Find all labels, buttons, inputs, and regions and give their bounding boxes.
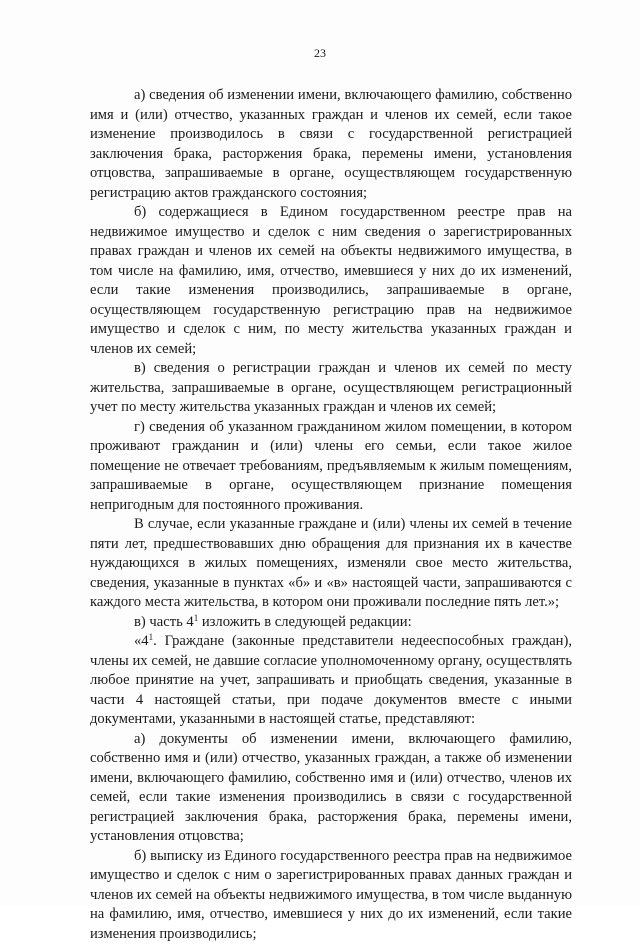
paragraph-relocation: В случае, если указанные граждане и (или) члены их семей в течение пяти лет, предшествовавших дню обращения для признания их в качестве нуждающихся в жилых помещениях, изменяли свое место жительства, сведения, указанные в пунктах «б» и «в» настоящей части, запрашиваются с каждого места жительства, в котором они проживали последние пять лет.»;	[90, 515, 572, 613]
amendment-instruction	[90, 613, 572, 633]
part-4-1-after: . Граждане (законные представители недееспособных граждан), члены их семей, не давшие согласие уполномоченному органу, осуществлять любое принятие на учет, запрашивать и приобщать сведения, указанные в части 4 настоящей статьи, при подаче документов вместе с иными документами, указанными в настоящей статье, представляют:	[90, 633, 572, 727]
part-4-1-superscript: 1	[149, 632, 154, 642]
part-4-1-before: «4	[134, 633, 149, 649]
paragraph-g: г) сведения об указанном гражданином жилом помещении, в котором проживают гражданин и (или) члены его семьи, если такое жилое помещение не отвечает требованиям, предъявляемым к жилым помещениям, запрашиваемые в органе, осуществляющем признание помещения непригодным для постоянного проживания.	[90, 418, 572, 516]
paragraph-v: в) сведения о регистрации граждан и членов их семей по месту жительства, запрашиваемые в органе, осуществляющем регистрационный учет по месту жительства указанных граждан и членов их семей;	[90, 359, 572, 418]
amendment-after: изложить в следующей редакции:	[198, 614, 411, 630]
paragraph-a: а) сведения об изменении имени, включающего фамилию, собственно имя и (или) отчество, указанных граждан и членов их семей, если такое изменение производилось в связи с государственной регистрацией заключения брака, расторжения брака, перемены имени, установления отцовства, запрашиваемые в органе, осуществляющем государственную регистрацию актов гражданского состояния;	[90, 86, 572, 203]
paragraph-b: б) содержащиеся в Едином государственном реестре прав на недвижимое имущество и сделок с ним сведения о зарегистрированных правах граждан и членов их семей на объекты недвижимого имущества, в том числе на фамилию, имя, отчество, имевшиеся у них до их изменений, если такие изменения производились, запрашиваемые в органе, осуществляющем государственную регистрацию прав на недвижимое имущество и сделок с ним, по месту жительства указанных граждан и членов их семей;	[90, 203, 572, 359]
page-number: 23	[0, 46, 640, 61]
documents-b: б) выписку из Единого государственного реестра прав на недвижимое имущество и сделок с ним о зарегистрированных правах данных граждан и членов их семей на объекты недвижимого имущества, в том числе выданную на фамилию, имя, отчество, имевшиеся у них до их изменений, если такие изменения производились;	[90, 847, 572, 944]
document-body	[90, 86, 572, 944]
documents-a: а) документы об изменении имени, включающего фамилию, собственно имя и (или) отчество, указанных граждан, а также об изменении имени, включающего фамилию, собственно имя и (или) отчество, членов их семей, если такие изменения производились в связи с государственной регистрацией заключения брака, расторжения брака, перемены имени, установления отцовства;	[90, 730, 572, 847]
amendment-superscript: 1	[194, 613, 199, 623]
amendment-before: в) часть 4	[134, 614, 194, 630]
part-4-1-text	[90, 632, 572, 730]
